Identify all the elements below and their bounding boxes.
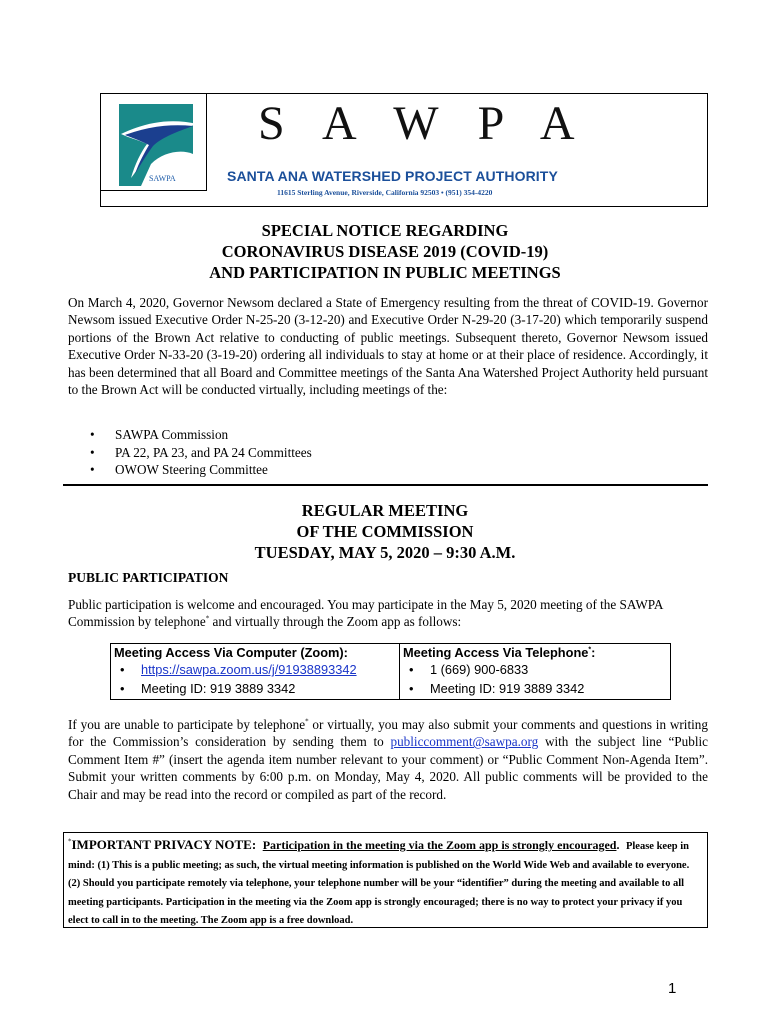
meeting-title	[0, 500, 770, 563]
comments-text: If you are unable to participate by telephone	[68, 717, 306, 732]
section-divider	[63, 484, 708, 486]
list-item: • Meeting ID: 919 3889 3342	[114, 679, 399, 698]
intro-text: and virtually through the Zoom app as follows:	[209, 614, 462, 630]
phone-access-heading	[403, 645, 670, 660]
comments-text: or virtually, you may also submit your comments and questions in writing for the Commission’s consideration by sending them to	[68, 717, 708, 750]
comments-text: with the subject line “Public Comment Item #” (insert the agenda item number relevant to your comment) or “Public Comment Non-Agenda Item”. Submit your written comments by 6:00 p.m. on Monday, May 4, 2020. All public comments will be provided to the Chair and may be read into the record or compiled as part of the record.	[68, 734, 708, 802]
sawpa-logo	[101, 94, 207, 191]
notice-title-line: CORONAVIRUS DISEASE 2019 (COVID-19)	[221, 242, 549, 261]
letterhead	[100, 93, 708, 207]
phone-heading-text: Meeting Access Via Telephone	[403, 645, 589, 660]
public-comment-email-link[interactable]: publiccomment@sawpa.org	[390, 734, 539, 750]
privacy-lead	[68, 836, 701, 929]
list-item[interactable]	[114, 660, 399, 679]
asterisk-marker: *	[68, 837, 72, 846]
zoom-meeting-link[interactable]: https://sawpa.zoom.us/j/91938893342	[141, 662, 357, 677]
list-item: • OWOW Steering Committee	[68, 461, 668, 479]
heading-colon: :	[591, 645, 596, 660]
privacy-heading: IMPORTANT PRIVACY NOTE:	[71, 837, 257, 852]
list-item: • Meeting ID: 919 3889 3342	[403, 679, 670, 698]
written-comments-paragraph	[68, 716, 708, 803]
logo-caption: SAWPA	[149, 174, 176, 183]
org-address: 11615 Sterling Avenue, Riverside, California 92503 • (951) 354-4220	[277, 188, 493, 197]
notice-body: On March 4, 2020, Governor Newsom declared a State of Emergency resulting from the threat of COVID-19. Governor Newsom issued Executive Order N-25-20 (3-12-20) and Executive Order N-29-20 (3-17-20) which temporarily suspend portions of the Brown Act relative to conducting of public meetings. Subsequent thereto, Governor Newsom issued Executive Order N-33-20 (3-19-20) ordering all individuals to stay at home or at their place of residence. Accordingly, it has been determined that all Board and Committee meetings of the Santa Ana Watershed Project Authority held pursuant to the Brown Act will be conducted virtually, including meetings of the:	[68, 295, 708, 398]
org-full-name: SANTA ANA WATERSHED PROJECT AUTHORITY	[227, 168, 558, 184]
privacy-underlined-lead: Participation in the meeting via the Zoom app is strongly encouraged	[262, 838, 617, 852]
computer-access-cell	[111, 644, 400, 700]
list-item: • 1 (669) 900-6833	[403, 660, 670, 679]
meeting-title-line: REGULAR MEETING	[301, 501, 469, 520]
lead-period: .	[616, 838, 620, 852]
org-acronym: S A W P A	[258, 97, 589, 150]
privacy-body: Please keep in mind: (1) This is a public meeting; as such, the virtual meeting information is published on the World Wide Web and available to everyone. (2) Should you participate remotely via telephone, your telephone number will be your “identifier” during the meeting and available to all meeting participants. Participation in the meeting via the Zoom app is strongly encouraged; there is no way to protect your privacy if you elect to call in to the meeting. The Zoom app is a free download.	[68, 841, 690, 927]
page-number: 1	[668, 980, 677, 997]
committee-list	[68, 426, 668, 479]
notice-title-line: AND PARTICIPATION IN PUBLIC MEETINGS	[209, 263, 561, 282]
list-item: • PA 22, PA 23, and PA 24 Committees	[68, 444, 668, 462]
notice-title-line: SPECIAL NOTICE REGARDING	[261, 221, 509, 240]
asterisk-marker: *	[205, 615, 210, 624]
computer-access-list	[114, 660, 399, 698]
privacy-note-box	[63, 832, 708, 928]
list-item: • SAWPA Commission	[68, 426, 668, 444]
participation-intro	[68, 596, 708, 631]
participation-heading: PUBLIC PARTICIPATION	[68, 570, 229, 585]
intro-text: Public participation is welcome and encouraged. You may participate in the May 5, 2020 meeting of the SAWPA Commission by telephone	[68, 597, 663, 630]
notice-title	[0, 220, 770, 283]
phone-access-cell	[400, 644, 671, 700]
phone-access-list	[403, 660, 670, 698]
meeting-title-line: OF THE COMMISSION	[296, 522, 474, 541]
computer-access-heading: Meeting Access Via Computer (Zoom):	[114, 645, 348, 660]
asterisk-marker: *	[305, 717, 309, 726]
meeting-access-table	[110, 643, 671, 700]
asterisk-marker: *	[588, 646, 592, 654]
meeting-title-line: TUESDAY, MAY 5, 2020 – 9:30 A.M.	[254, 543, 516, 562]
